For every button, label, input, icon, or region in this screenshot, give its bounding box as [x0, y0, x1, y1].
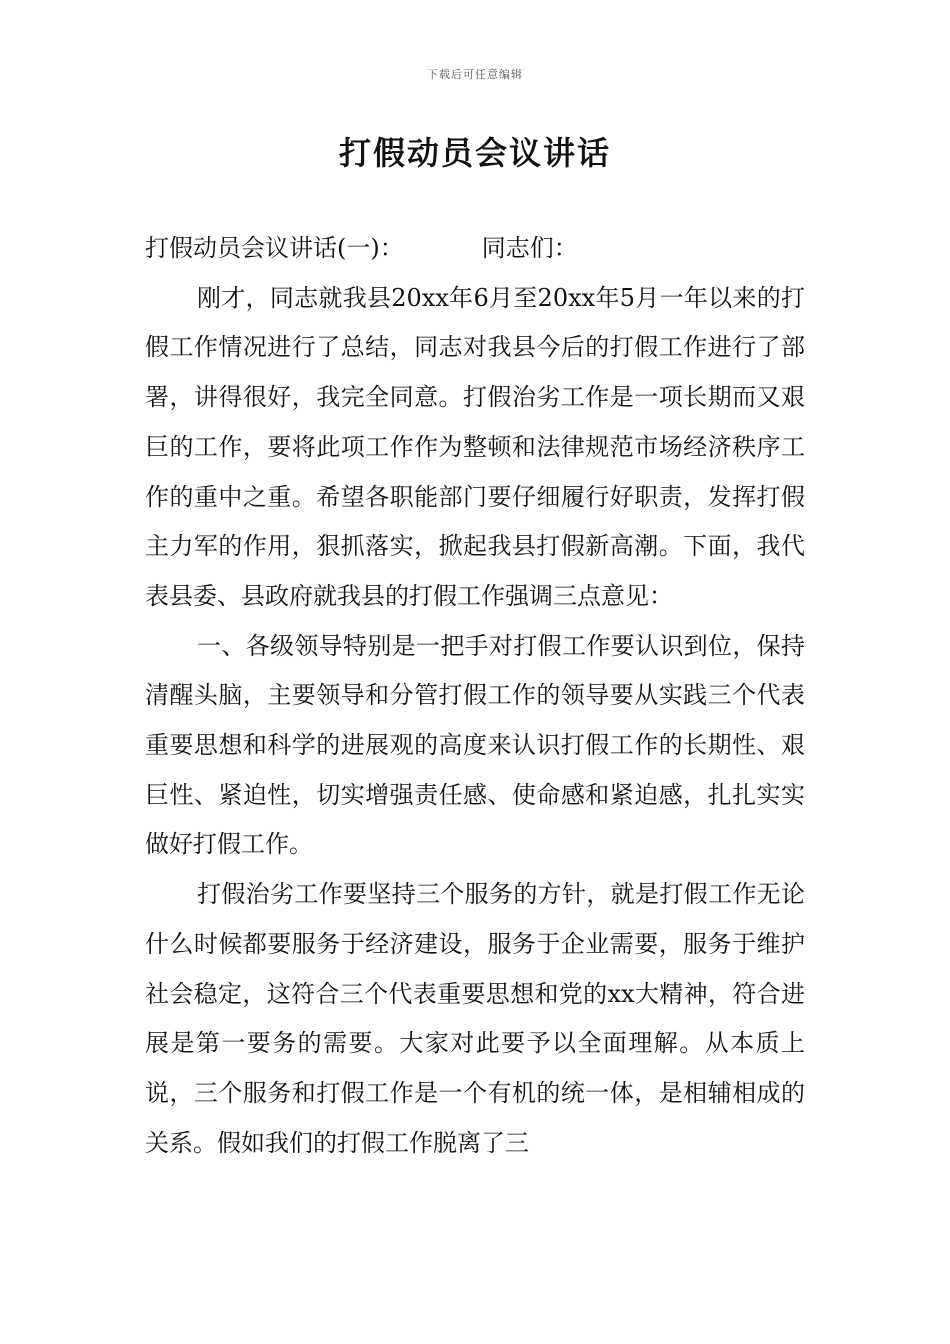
paragraph-1: 刚才，同志就我县20xx年6月至20xx年5月一年以来的打假工作情况进行了总结，同志对我县今后的打假工作进行了部署，讲得很好，我完全同意。打假治劣工作是一项长期而又艰巨的工作，要将此项工作作为整顿和法律规范市场经济秩序工作的重中之重。希望各职能部门要仔细履行好职责，发挥打假主力军的作用，狠抓落实，掀起我县打假新高潮。下面，我代表县委、县政府就我县的打假工作强调三点意见：: [145, 283, 805, 610]
opening-line: [145, 224, 805, 274]
document-body: [145, 224, 805, 1168]
document-title: 打假动员会议讲话: [338, 134, 611, 172]
paragraph-3: 打假治劣工作要坚持三个服务的方针，就是打假工作无论什么时候都要服务于经济建设，服务于企业需要，服务于维护社会稳定，这符合三个代表重要思想和党的xx大精神，符合进展是第一要务的需要。大家对此要予以全面理解。从本质上说，三个服务和打假工作是一个有机的统一体，是相辅相成的关系。假如我们的打假工作脱离了三: [145, 880, 805, 1157]
salutation: 同志们：: [481, 234, 578, 262]
opening-label: 打假动员会议讲话(一)：: [145, 234, 404, 262]
paragraph-2: 一、各级领导特别是一把手对打假工作要认识到位，保持清醒头脑，主要领导和分管打假工作的领导要从实践三个代表重要思想和科学的进展观的高度来认识打假工作的长期性、艰巨性、紧迫性，切实增强责任感、使命感和紧迫感，扎扎实实做好打假工作。: [145, 631, 805, 859]
header-note: 下载后可任意编辑: [427, 68, 523, 81]
